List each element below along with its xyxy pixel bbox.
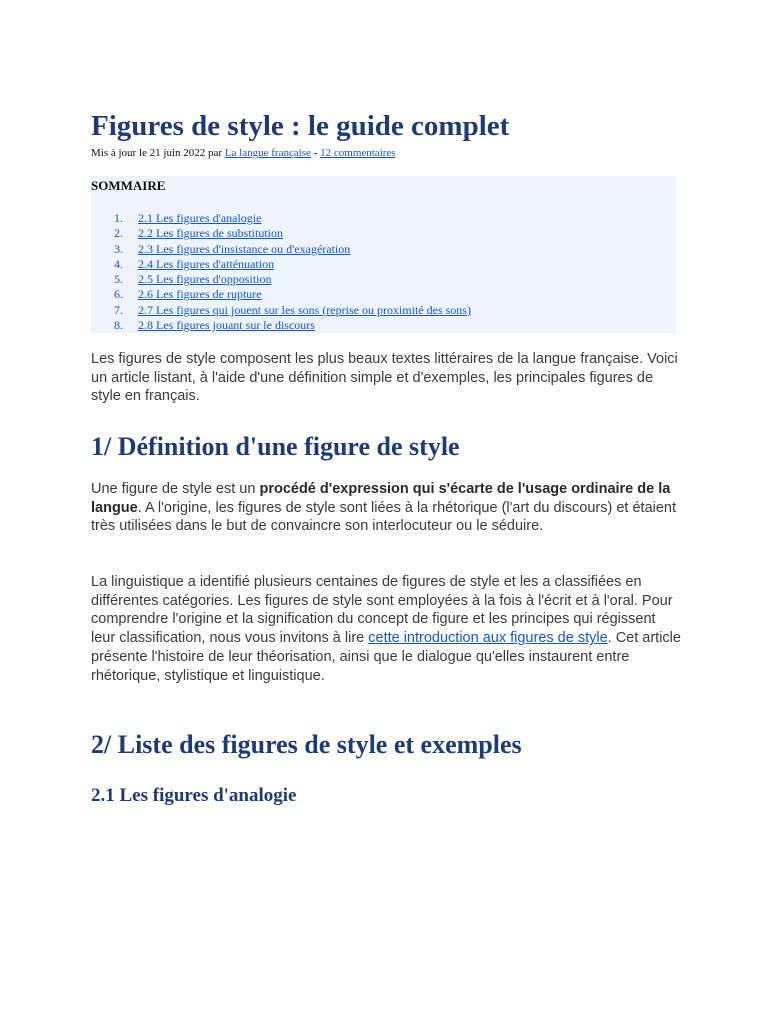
subsection-heading-analogie: 2.1 Les figures d'analogie (91, 785, 297, 806)
toc-link[interactable]: 2.1 Les figures d'analogie (138, 211, 262, 225)
toc-item (114, 318, 471, 333)
section-heading-definition: 1/ Définition d'une figure de style (91, 432, 460, 461)
toc-item-number: 8. (114, 318, 123, 333)
author-link[interactable]: La langue française (224, 147, 311, 159)
toc-link[interactable]: 2.8 Les figures jouant sur le discours (138, 318, 315, 333)
toc-item-number: 4. (114, 256, 123, 271)
toc-item (114, 226, 471, 241)
meta-date: Mis à jour le 21 juin 2022 par (91, 147, 225, 159)
toc-link[interactable]: 2.2 Les figures de substitution (138, 226, 283, 241)
toc-item (114, 242, 471, 257)
toc-item (114, 257, 471, 272)
toc-list (114, 211, 471, 333)
toc-link[interactable]: 2.3 Les figures d'insistance ou d'exagération (138, 241, 351, 256)
intro-paragraph: Les figures de style composent les plus beaux textes littéraires de la langue française. Voici un article listant, à l'aide d'une définition simple et d'exemples, les principales figures de style en français. (91, 351, 678, 405)
comments-link[interactable]: 12 commentaires (320, 147, 396, 159)
toc-item-number: 1. (114, 211, 123, 225)
toc-link[interactable]: 2.5 Les figures d'opposition (138, 272, 272, 287)
toc-item (114, 287, 471, 302)
table-of-contents (91, 176, 676, 333)
definition-bold-text: procédé d'expression qui s'écarte de l'usage ordinaire de la langue (91, 481, 671, 516)
linguistics-text-start: La linguistique a identifié plusieurs centaines de figures de style et les a classifiées en différentes catégories. Les figures de style sont employées à la fois à l'écrit et à l'oral. Pour comprendre l'origine et la signification du concept de figure et les principes qui régissent leur classification, nous vous invitons à lire (91, 574, 673, 647)
toc-item (114, 303, 471, 318)
definition-text-start: Une figure de style est un (91, 481, 260, 497)
toc-item-number: 5. (114, 272, 123, 287)
toc-item (114, 211, 471, 226)
toc-link[interactable]: 2.6 Les figures de rupture (138, 287, 262, 302)
toc-item-number: 3. (114, 241, 123, 256)
linguistics-text-end: . Cet article présente l'histoire de leur théorisation, ainsi que le dialogue qu'elles instaurent entre rhétorique, stylistique et linguistique. (91, 630, 681, 684)
toc-item-number: 7. (114, 302, 123, 317)
toc-item (114, 272, 471, 287)
toc-item-number: 6. (114, 287, 123, 302)
definition-paragraph (91, 480, 681, 536)
introduction-link[interactable]: cette introduction aux figures de style (368, 630, 608, 647)
definition-text-end: . A l'origine, les figures de style sont liées à la rhétorique (l'art du discours) et étaient très utilisées dans le but de convaincre son interlocuteur ou le séduire. (91, 499, 677, 535)
linguistics-paragraph (91, 573, 681, 685)
article-meta (91, 146, 396, 160)
section-heading-list: 2/ Liste des figures de style et exemples (91, 730, 522, 759)
toc-item-number: 2. (114, 226, 123, 241)
page-title: Figures de style : le guide complet (91, 110, 510, 142)
meta-separator: - (310, 147, 321, 159)
toc-link[interactable]: 2.4 Les figures d'atténuation (138, 256, 275, 271)
toc-title: SOMMAIRE (91, 178, 166, 193)
toc-link[interactable]: 2.7 Les figures qui jouent sur les sons (reprise ou proximité des sons) (138, 302, 471, 317)
